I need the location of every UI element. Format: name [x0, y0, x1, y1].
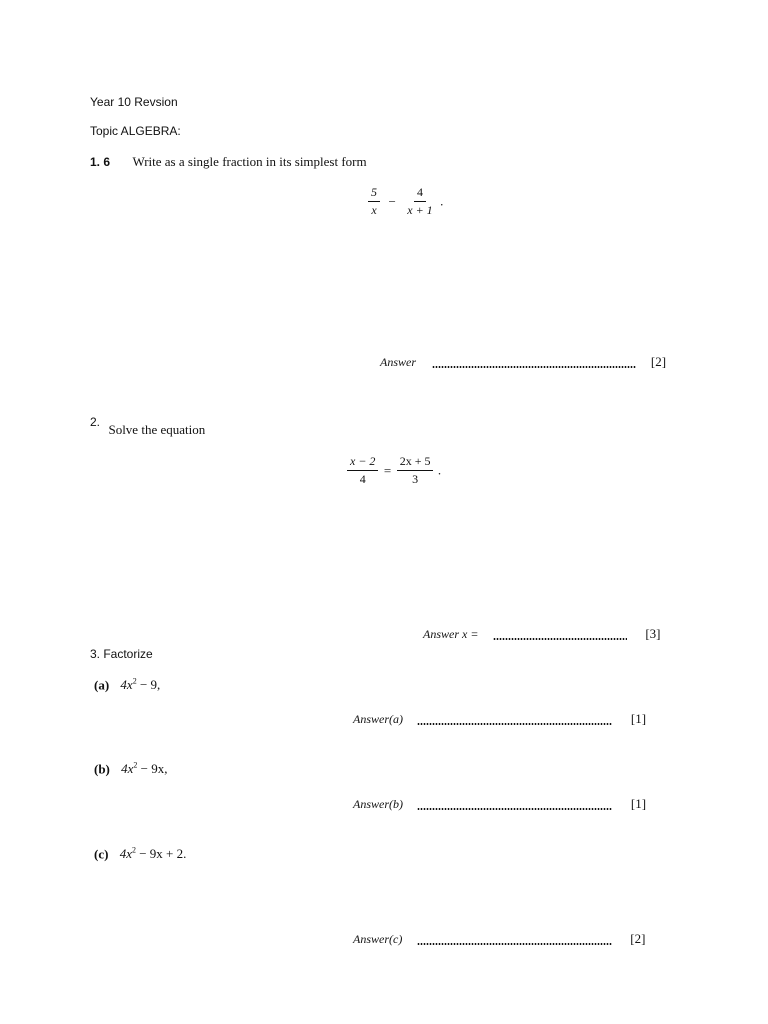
question-1-expression — [368, 186, 443, 217]
answer-dotted-line[interactable] — [417, 723, 612, 725]
question-3b-answer-line — [353, 795, 673, 813]
expression-rest: − 9x, — [137, 761, 168, 777]
minus-operator: − — [388, 193, 396, 209]
question-3-title: 3. Factorize — [90, 647, 153, 661]
fraction-4-over-x-plus-1 — [404, 186, 435, 217]
question-2-answer-line — [423, 625, 683, 643]
marks-badge: [3] — [645, 626, 661, 641]
answer-label: Answer — [380, 355, 416, 369]
answer-dotted-line[interactable] — [432, 366, 636, 368]
part-expression — [120, 677, 160, 692]
fraction-denominator: x + 1 — [407, 203, 433, 217]
worksheet-title: Year 10 Revsion — [90, 95, 178, 109]
part-label: (b) — [94, 761, 110, 777]
part-label: (c) — [94, 846, 109, 862]
question-3c — [94, 846, 186, 862]
expression-base: 4x — [121, 761, 134, 777]
answer-label: Answer(b) — [353, 797, 403, 811]
question-3a-answer-line — [353, 710, 673, 728]
marks-badge: [2] — [630, 931, 646, 946]
fraction-numerator: 4 — [414, 186, 426, 202]
expression-rest: − 9x + 2. — [135, 846, 187, 862]
fraction-5-over-x — [368, 186, 380, 217]
answer-label: Answer x = — [423, 627, 479, 641]
expression-exponent: 2 — [131, 846, 136, 855]
question-3b — [94, 761, 168, 777]
fraction-denominator: x — [371, 203, 377, 217]
fraction-lhs — [347, 455, 378, 486]
expression-rest: − 9, — [136, 677, 161, 693]
answer-label: Answer(a) — [353, 712, 403, 726]
answer-label: Answer(c) — [353, 932, 403, 946]
fraction-denominator: 4 — [359, 472, 366, 486]
marks-badge: [2] — [650, 354, 667, 369]
question-2-prompt: Solve the equation — [108, 422, 206, 437]
marks-badge: [1] — [630, 711, 647, 726]
expression-exponent: 2 — [132, 677, 137, 686]
answer-dotted-line[interactable] — [417, 808, 612, 810]
equation-period: . — [437, 462, 442, 478]
question-1 — [90, 153, 367, 171]
equals-sign: = — [383, 462, 392, 478]
fraction-numerator: 5 — [368, 186, 380, 202]
question-2-number: 2. — [90, 415, 101, 429]
question-3c-answer-line — [353, 930, 673, 948]
question-3a — [94, 677, 160, 693]
marks-badge: [1] — [630, 796, 647, 811]
question-2-equation — [347, 455, 441, 486]
question-1-answer-line — [380, 353, 680, 371]
expression-period: . — [440, 193, 444, 209]
part-label: (a) — [94, 677, 110, 693]
fraction-rhs — [397, 455, 434, 486]
expression-exponent: 2 — [133, 761, 138, 770]
fraction-numerator: 2x + 5 — [397, 455, 434, 471]
question-2 — [90, 415, 206, 437]
question-1-number: 1. 6 — [90, 155, 111, 169]
part-expression — [121, 761, 167, 776]
fraction-denominator: 3 — [412, 472, 419, 486]
part-expression — [120, 846, 187, 861]
topic-heading: Topic ALGEBRA: — [90, 124, 181, 138]
expression-base: 4x — [120, 677, 133, 693]
fraction-numerator: x − 2 — [347, 455, 378, 471]
answer-dotted-line[interactable] — [417, 943, 612, 945]
answer-dotted-line[interactable] — [493, 638, 627, 640]
expression-base: 4x — [119, 846, 132, 862]
question-1-prompt: Write as a single fraction in its simplest form — [132, 154, 367, 169]
